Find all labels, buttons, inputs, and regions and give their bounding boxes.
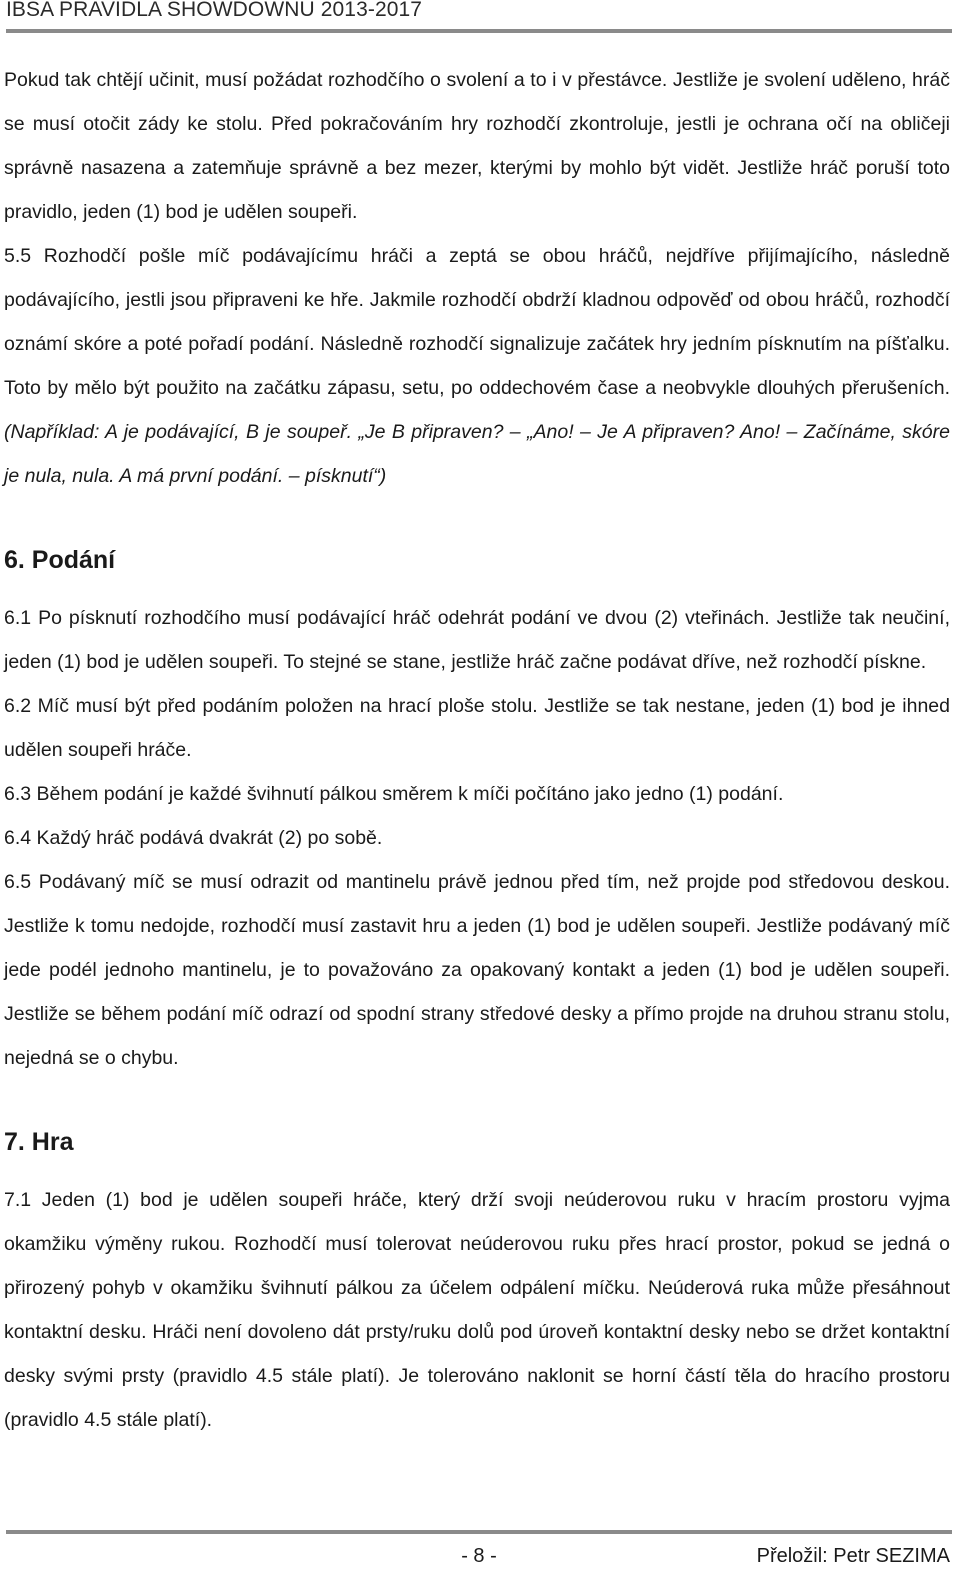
- paragraph-7-1: 7.1 Jeden (1) bod je udělen soupeři hráče, který drží svoji neúderovou ruku v hracím prostoru vyjma okamžiku výměny rukou. Rozhodčí musí tolerovat neúderovou ruku přes hrací prostor, pokud se jedná o přirozený pohyb v okamžiku švihnutí pálkou za účelem odpálení míčku. Neúderová ruka může přesáhnout kontaktní desku. Hráči není dovoleno dát prsty/ruku dolů pod úroveň kontaktní desky nebo se držet kontaktní desky svými prsty (pravidlo 4.5 stále platí). Je tolerováno naklonit se horní částí těla do hracího prostoru (pravidlo 4.5 stále platí).: [4, 1189, 950, 1431]
- section-spacer: [4, 582, 950, 596]
- paragraph-5-5-text: 5.5 Rozhodčí pošle míč podávajícímu hráči a zeptá se obou hráčů, nejdříve přijímajícího, následně podávajícího, jestli jsou připraveni ke hře. Jakmile rozhodčí obdrží kladnou odpověď od obou hráčů, rozhodčí oznámí skóre a poté pořadí podání. Následně rozhodčí signalizuje začátek hry jedním písknutím na píšťalku. Toto by mělo být použito na začátku zápasu, setu, po oddechovém čase a neobvykle dlouhých přerušeních.: [4, 245, 950, 399]
- page-header: [6, 0, 952, 30]
- section-heading-7: 7. Hra: [4, 1128, 74, 1156]
- footer-divider: [6, 1530, 952, 1534]
- paragraph-6-2: 6.2 Míč musí být před podáním položen na hrací ploše stolu. Jestliže se tak nestane, jeden (1) bod je ihned udělen soupeři hráče.: [4, 695, 950, 761]
- paragraph-5-4-continued: Pokud tak chtějí učinit, musí požádat rozhodčího o svolení a to i v přestávce. Jestliže je svolení uděleno, hráč se musí otočit zády ke stolu. Před pokračováním hry rozhodčí zkontroluje, jestli je ochrana očí na obličeji správně nasazena a zatemňuje správně a bez mezer, kterými by mohlo být vidět. Jestliže hráč poruší toto pravidlo, jeden (1) bod je udělen soupeři.: [4, 69, 950, 223]
- section-spacer: [4, 498, 950, 538]
- paragraph-6-1: 6.1 Po písknutí rozhodčího musí podávající hráč odehrát podání ve dvou (2) vteřinách. Jestliže tak neučiní, jeden (1) bod je udělen soupeři. To stejné se stane, jestliže hráč začne podávat dříve, než rozhodčí pískne.: [4, 607, 950, 673]
- document-title: IBSA PRAVIDLA SHOWDOWNU 2013-2017: [6, 0, 423, 21]
- section-heading-6: 6. Podání: [4, 546, 116, 574]
- paragraph-5-5: [4, 234, 950, 498]
- paragraph-6-3: 6.3 Během podání je každé švihnutí pálkou směrem k míči počítáno jako jedno (1) podání.: [4, 783, 784, 805]
- document-body: [4, 58, 950, 1442]
- page-footer: [6, 1530, 952, 1578]
- paragraph-6-4: 6.4 Každý hráč podává dvakrát (2) po sobě.: [4, 827, 383, 849]
- section-spacer: [4, 1080, 950, 1120]
- section-spacer: [4, 1164, 950, 1178]
- paragraph-5-5-example: (Například: A je podávající, B je soupeř. „Je B připraven? – „Ano! – Je A připraven? Ano! – Začínáme, skóre je nula, nula. A má první podání. – písknutí“): [4, 421, 950, 487]
- header-divider: [6, 29, 952, 33]
- translator-credit: Přeložil: Petr SEZIMA: [756, 1545, 950, 1567]
- paragraph-6-5: 6.5 Podávaný míč se musí odrazit od mantinelu právě jednou před tím, než projde pod středovou deskou. Jestliže k tomu nedojde, rozhodčí musí zastavit hru a jeden (1) bod je udělen soupeři. Jestliže podávaný míč jede podél jednoho mantinelu, je to považováno za opakovaný kontakt a jeden (1) bod je udělen soupeři. Jestliže se během podání míč odrazí od spodní strany středové desky a přímo projde na druhou stranu stolu, nejedná se o chybu.: [4, 871, 950, 1069]
- page-number: - 8 -: [461, 1545, 497, 1567]
